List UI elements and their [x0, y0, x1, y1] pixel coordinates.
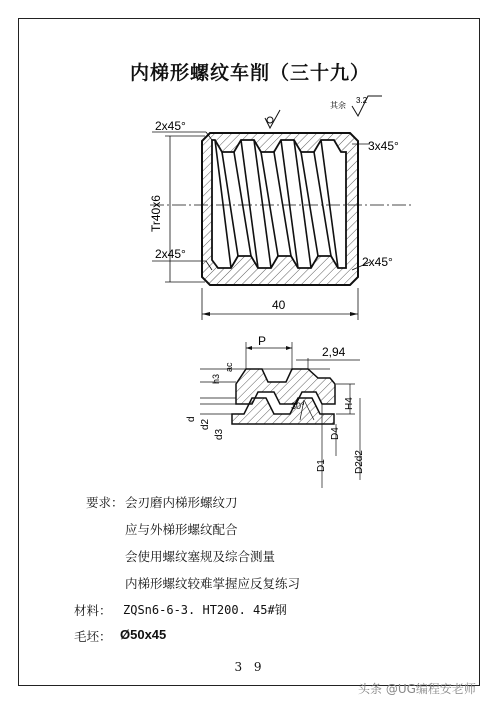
chamfer-label: 2x45° — [362, 255, 393, 269]
ac-label: ac — [224, 362, 234, 372]
chamfer-label: 2x45° — [155, 247, 186, 261]
surface-mark-icon — [265, 110, 280, 128]
requirements-label: 要求： — [86, 495, 124, 510]
thread-spec-label: Tr40x6 — [149, 195, 163, 232]
length-dimension: 40 — [272, 298, 286, 312]
material-label: 材料： — [74, 603, 112, 618]
requirement-item: 内梯形螺纹较难掌握应反复练习 — [125, 576, 301, 591]
chamfer-label: 2x45° — [155, 119, 186, 133]
blank-label: 毛坯： — [74, 629, 112, 644]
blank-value: Ø50x45 — [120, 627, 167, 642]
d2-label: d2 — [200, 418, 211, 430]
material-value: ZQSn6-6-3. HT200. 45#钢 — [123, 603, 287, 617]
roughness-value: 3.2 — [356, 96, 368, 105]
page-title: 内梯形螺纹车削（三十九） — [129, 62, 370, 84]
requirement-item: 会使用螺纹塞规及综合测量 — [125, 549, 276, 564]
h3-label: h3 — [211, 373, 221, 384]
D1-label: D1 — [316, 459, 327, 472]
watermark: 头条 @UG编程安老师 — [358, 682, 476, 696]
requirement-item: 应与外梯形螺纹配合 — [125, 522, 238, 537]
pitch-offset-label: 2,94 — [322, 345, 346, 359]
thread-angle-label: 30° — [291, 401, 305, 411]
H4-label: H4 — [344, 397, 355, 410]
pitch-label: P — [258, 334, 267, 348]
requirement-item: 会刃磨内梯形螺纹刀 — [125, 495, 238, 510]
chamfer-label: 3x45° — [368, 139, 399, 153]
d3-label: d3 — [214, 428, 225, 440]
roughness-note: 其余 — [330, 101, 346, 110]
d-label: d — [186, 416, 197, 422]
D4-label: D4 — [330, 427, 341, 440]
D2d2-label: D2d2 — [354, 450, 365, 474]
page-number: 3 9 — [234, 660, 266, 674]
